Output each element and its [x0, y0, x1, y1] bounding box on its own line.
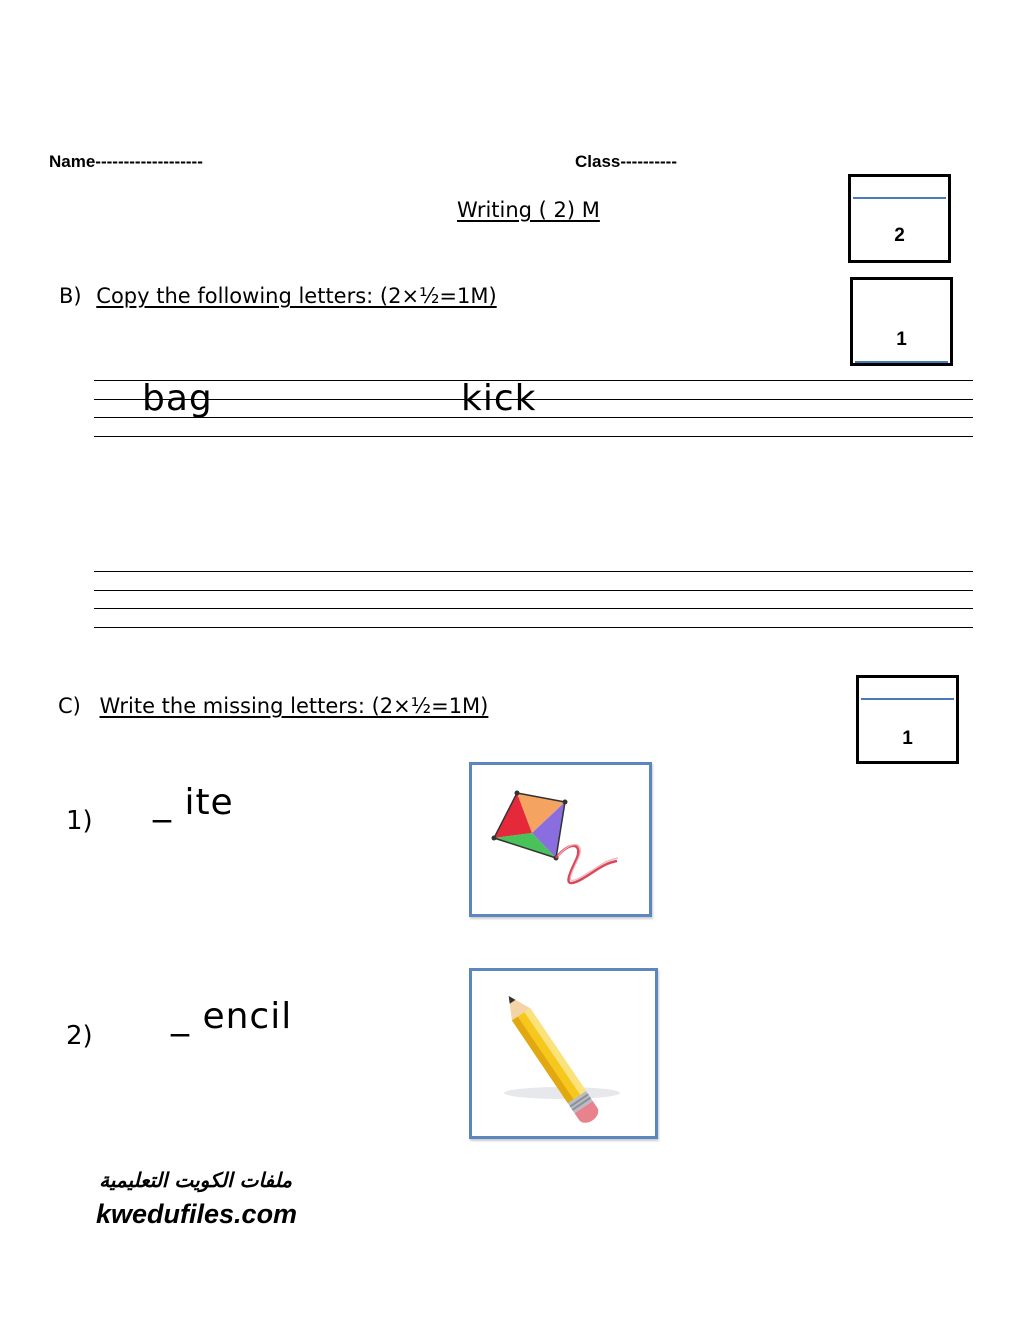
footer-arabic-text: ملفات الكويت التعليمية: [99, 1168, 292, 1192]
section-c-instruction: Write the missing letters: (2×½=1M): [99, 694, 489, 718]
answer-line: [94, 590, 973, 591]
item-2-number: 2): [66, 1021, 93, 1051]
total-score-box: [848, 174, 951, 263]
section-c-letter: C): [58, 694, 81, 718]
section-c-heading: [58, 694, 488, 718]
answer-line: [94, 608, 973, 609]
section-b-instruction: Copy the following letters: (2×½=1M): [96, 284, 497, 308]
class-label: Class----------: [575, 152, 677, 171]
page-title: Writing ( 2) M: [457, 198, 600, 222]
answer-line: [94, 627, 973, 628]
name-label: Name-------------------: [49, 152, 203, 171]
section-b-score-value: 1: [896, 329, 907, 350]
item-1-prompt: _ ite: [153, 782, 234, 823]
copy-word-2: kick: [461, 378, 537, 419]
section-b-heading: [59, 284, 497, 308]
footer-site-text: kwedufiles.com: [96, 1199, 298, 1229]
section-b-letter: B): [59, 284, 82, 308]
copy-word-1: bag: [142, 378, 213, 419]
kite-picture: [469, 762, 652, 917]
pencil-icon: [472, 971, 655, 1136]
score-fraction-line: [861, 698, 954, 700]
kite-icon: [472, 765, 649, 914]
section-c-score-value: 1: [902, 728, 913, 749]
pencil-picture: [469, 968, 658, 1139]
score-fraction-line: [855, 361, 948, 363]
item-1-number: 1): [66, 806, 93, 836]
section-b-score-box: [850, 277, 953, 366]
item-2-prompt: _ encil: [171, 996, 293, 1037]
handwriting-line: [94, 436, 973, 437]
score-fraction-line: [853, 197, 946, 199]
total-score-value: 2: [894, 225, 905, 246]
section-c-score-box: [856, 675, 959, 764]
answer-line: [94, 571, 973, 572]
